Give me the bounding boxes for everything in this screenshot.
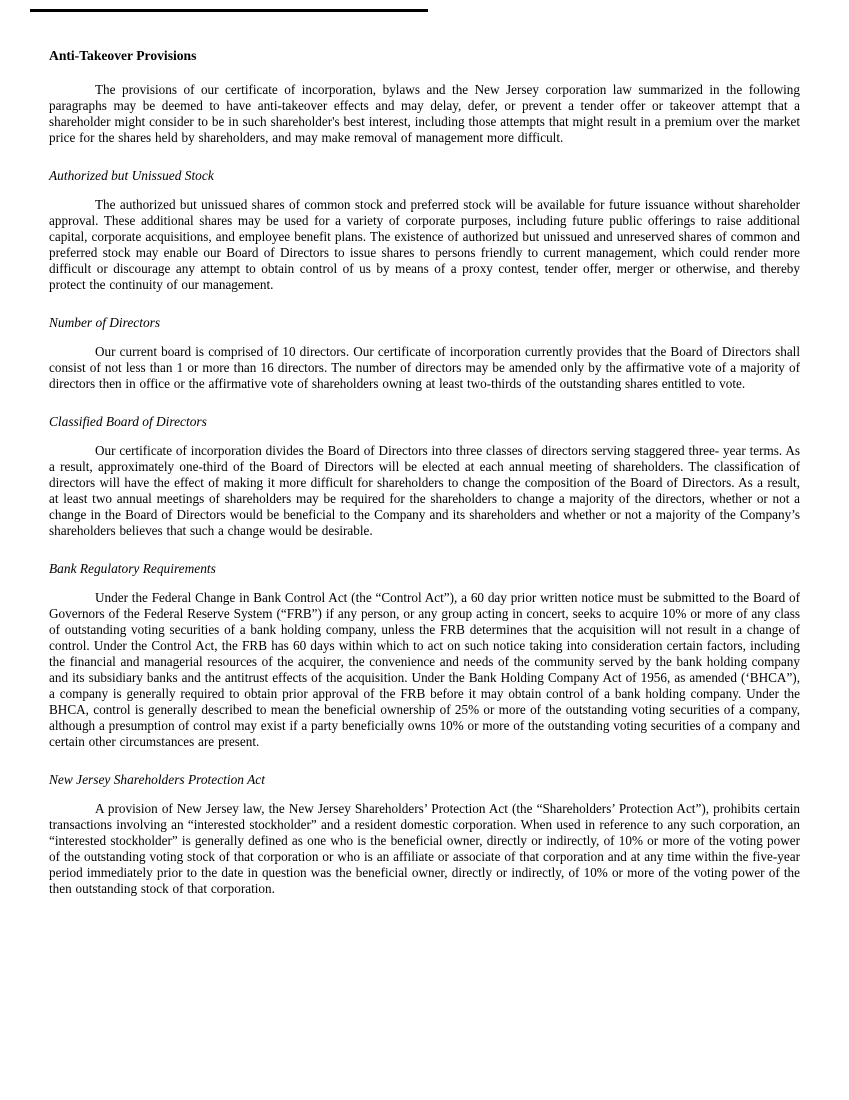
section-heading-nj-shareholders-protection-act: New Jersey Shareholders Protection Act xyxy=(49,772,265,787)
section-heading-number-of-directors: Number of Directors xyxy=(49,315,161,330)
section-number-of-directors xyxy=(49,315,800,392)
section-paragraph-bank-regulatory-requirements: Under the Federal Change in Bank Control Act (the “Control Act”), a 60 day prior written notice must be submitted to the Board of Governors of the Federal Reserve System (“FRB”) if any person, or any group acting in concert, seeks to acquire 10% or more of any class of outstanding voting securities of a bank holding company, unless the FRB determines that the acquisition will not result in a change of control. Under the Control Act, the FRB has 60 days within which to act on such notice taking into consideration certain factors, including the financial and managerial resources of the acquirer, the convenience and needs of the community served by the bank holding company and its subsidiary banks and the antitrust effects of the acquisition. Under the Bank Holding Company Act of 1956, as amended (‘BHCA”), a company is generally required to obtain prior approval of the FRB before it may obtain control of a bank holding company. Under the BHCA, control is generally described to mean the beneficial ownership of 25% or more of the outstanding voting securities of a company, although a presumption of control may exist if a party beneficially owns 10% or more of the outstanding voting securities of a company and certain other circumstances are present. xyxy=(49,590,800,749)
section-bank-regulatory-requirements xyxy=(49,561,800,750)
section-authorized-but-unissued-stock xyxy=(49,168,800,293)
section-classified-board-of-directors xyxy=(49,414,800,539)
top-horizontal-rule xyxy=(30,9,428,12)
section-paragraph-nj-shareholders-protection-act: A provision of New Jersey law, the New Jersey Shareholders’ Protection Act (the “Shareholders’ Protection Act”), prohibits certain transactions involving an “interested stockholder” and a resident domestic corporation. When used in reference to any such corporation, an “interested stockholder” is generally defined as one who is the beneficial owner, directly or indirectly, of 10% or more of the voting power of the outstanding voting stock of that corporation or who is an affiliate or associate of that corporation and at any time within the five-year period immediately prior to the date in question was the beneficial owner, directly or indirectly, of 10% or more of the voting power of the then outstanding stock of that corporation. xyxy=(49,801,800,896)
section-paragraph-classified-board-of-directors: Our certificate of incorporation divides the Board of Directors into three classes of directors serving staggered three- year terms. As a result, approximately one-third of the Board of Directors will be elected at each annual meeting of shareholders. The classification of directors will have the effect of making it more difficult for shareholders to change the composition of the Board of Directors. As a result, at least two annual meetings of shareholders may be required for the shareholders to change a majority of the directors, whether or not a change in the Board of Directors would be beneficial to the Company and its shareholders and whether or not a majority of the Company’s shareholders believes that such a change would be desirable. xyxy=(49,443,800,538)
section-heading-authorized-but-unissued-stock: Authorized but Unissued Stock xyxy=(49,168,214,183)
section-paragraph-number-of-directors: Our current board is comprised of 10 directors. Our certificate of incorporation currently provides that the Board of Directors shall consist of not less than 1 or more than 16 directors. The number of directors may be amended only by the affirmative vote of a majority of directors then in office or the affirmative vote of shareholders owning at least two-thirds of the outstanding shares entitled to vote. xyxy=(49,344,800,391)
intro-paragraph: The provisions of our certificate of incorporation, bylaws and the New Jersey corporation law summarized in the following paragraphs may be deemed to have anti-takeover effects and may delay, defer, or prevent a tender offer or takeover attempt that a shareholder might consider to be in such shareholder's best interest, including those attempts that might result in a premium over the market price for the shares held by shareholders, and may make removal of management more difficult. xyxy=(49,82,800,145)
section-nj-shareholders-protection-act xyxy=(49,772,800,897)
section-heading-bank-regulatory-requirements: Bank Regulatory Requirements xyxy=(49,561,216,576)
section-paragraph-authorized-but-unissued-stock: The authorized but unissued shares of common stock and preferred stock will be available for future issuance without shareholder approval. These additional shares may be used for a variety of corporate purposes, including future public offerings to raise additional capital, corporate acquisitions, and employee benefit plans. The existence of authorized but unissued and unreserved shares of common and preferred stock may enable our Board of Directors to issue shares to persons friendly to current management, which could render more difficult or discourage any attempt to obtain control of us by means of a proxy contest, tender offer, merger or otherwise, and thereby protect the continuity of our management. xyxy=(49,197,800,292)
section-heading-classified-board-of-directors: Classified Board of Directors xyxy=(49,414,207,429)
page-title: Anti-Takeover Provisions xyxy=(49,48,197,63)
